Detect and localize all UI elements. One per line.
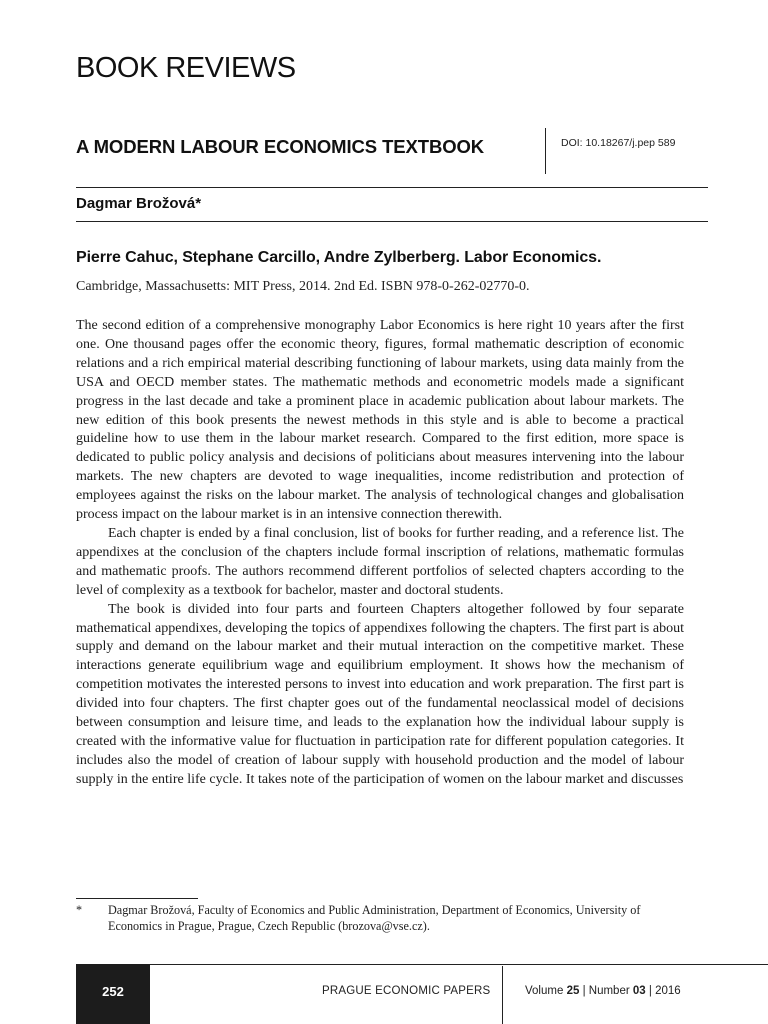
footnote-mark: * (76, 903, 83, 917)
page-number (76, 964, 150, 1024)
number-label: Number (588, 985, 630, 997)
author-rule-bottom (76, 221, 708, 222)
volume-value: 25 (566, 985, 580, 997)
footer-divider (502, 966, 503, 1024)
author-rule-top (76, 187, 708, 188)
doi-label: DOI: 10.18267/j.pep 589 (561, 137, 676, 149)
volume-label: Volume (525, 985, 564, 997)
journal-name: PRAGUE ECONOMIC PAPERS (322, 985, 491, 997)
header-divider (545, 128, 546, 174)
body-paragraph-3: The book is divided into four parts and fourteen Chapters altogether followed by four separate mathematical appendixes, developing the topics of appendixes following the chapters. The first part is about supply and demand on the labour market and their mutual interaction on the competitive market. These interactions generate equilibrium wage and equilibrium employment. It shows how the mechanism of competition motivates the interested persons to invest into education and work preparation. The first part is divided into four chapters. The first chapter goes out of the fundamental neoclassical model of decisions between consumption and leisure time, and leads to the explanation how the individual labour supply is created with the informative value for fluctuation in participation rate for different population categories. It includes also the model of creation of labour supply with household production and the model of labour supply in the entire life cycle. It takes note of the participation of women on the labour market and discusses (76, 601, 684, 787)
body-paragraph-2: Each chapter is ended by a final conclusion, list of books for further reading, and a reference list. The appendixes at the conclusion of the chapters include formal inscription of relations, mathematic formulas and mathematic proofs. The authors recommend different portfolios of selected chapters according to the level of complexity as a textbook for bachelor, master and doctoral students. (76, 525, 684, 598)
number-value: 03 (632, 985, 646, 997)
body-paragraph-1: The second edition of a comprehensive monography Labor Economics is here right 10 years after the first one. One thousand pages offer the economic theory, figures, formal mathematic description of economic relations and a rich empirical material describing functioning of labour markets, using data mainly from the USA and OECD member states. The mathematic methods and econometric models made a significant progress in the last decade and take a prominent place in academic publication about labour markets. The new edition of this book presents the newest methods in this style and is able to become a practical guideline how to use them in the labour market research. Compared to the first edition, more space is dedicated to public policy analysis and decisions of politicians about measures intervening into the labour markets. The new chapters are devoted to wage inequalities, income redistribution and protection of employees against the risks on the labour market. The analysis of technological changes and globalisation process impact on the labour market is in an intensive connection therewith. (76, 318, 684, 523)
section-heading: BOOK REVIEWS (76, 52, 296, 84)
footnote-text: Dagmar Brožová, Faculty of Economics and Public Administration, Department of Economics, University of Economics in Prague, Prague, Czech Republic (brozova@vse.cz). (108, 903, 641, 933)
footnote (76, 902, 688, 934)
article-title: A MODERN LABOUR ECONOMICS TEXTBOOK (76, 136, 485, 157)
issue-separator-1: | (582, 985, 586, 997)
footnote-rule (76, 898, 198, 899)
issue-info (525, 985, 681, 997)
page-number-text: 252 (102, 984, 124, 999)
review-body (76, 317, 684, 790)
author-name: Dagmar Brožová* (76, 195, 202, 212)
footer-rule (76, 964, 768, 965)
reviewed-book-publication: Cambridge, Massachusetts: MIT Press, 2014. 2nd Ed. ISBN 978-0-262-02770-0. (76, 279, 530, 294)
issue-separator-2: | (648, 985, 652, 997)
reviewed-book-title: Pierre Cahuc, Stephane Carcillo, Andre Zylberberg. Labor Economics. (76, 249, 602, 266)
year-value: 2016 (655, 985, 681, 997)
